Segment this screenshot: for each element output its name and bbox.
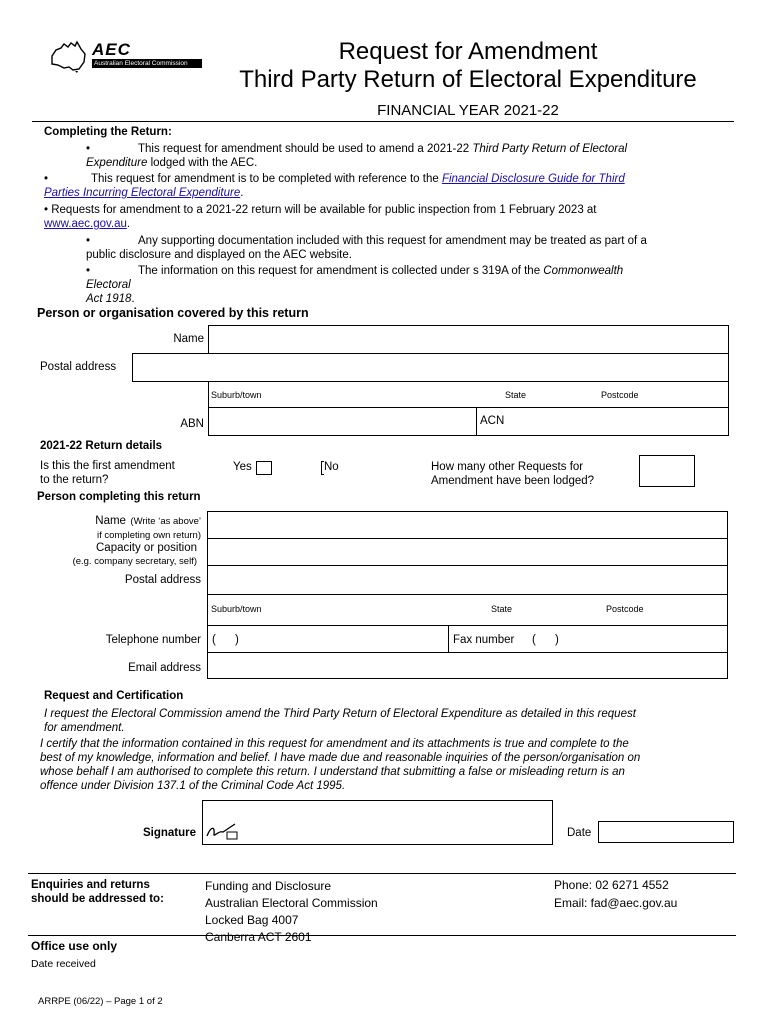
instruction-item-4-cont: public disclosure and displayed on the AEC website. <box>86 249 352 261</box>
instruction-item-5: • The information on this request for amendment is collected under s 319A of the Commonwealth Electoral Act 1918. <box>86 265 624 305</box>
instruction-item-4: • Any supporting documentation included with this request for amendment may be treated as part of a <box>86 235 647 247</box>
completer-postcode-label: Postcode <box>606 604 644 614</box>
completer-suburb-label: Suburb/town <box>211 604 262 614</box>
enquiries-email: Email: fad@aec.gov.au <box>554 896 678 910</box>
certification-heading: Request and Certification <box>44 690 184 702</box>
logo-name: AEC <box>92 40 131 59</box>
completer-postal-field[interactable] <box>207 565 728 595</box>
abn-label: ABN <box>180 418 204 430</box>
org-postal-field-line2[interactable] <box>208 381 729 408</box>
financial-year: FINANCIAL YEAR 2021-22 <box>377 102 559 119</box>
person-org-heading: Person or organisation covered by this return <box>37 306 309 320</box>
enquiries-label: Enquiries and returns should be addressed to: <box>31 879 164 905</box>
fax-label: Fax number <box>453 634 515 646</box>
person-completing-heading: Person completing this return <box>37 491 201 503</box>
disclosure-guide-link[interactable]: Financial Disclosure Guide for Third <box>441 173 625 185</box>
org-state-label: State <box>505 390 527 400</box>
acn-field[interactable] <box>476 407 729 436</box>
yes-checkbox[interactable] <box>256 461 272 475</box>
completer-postal-label: Postal address <box>124 574 201 586</box>
office-use-heading: Office use only <box>31 939 118 953</box>
page-footer: ARRPE (06/22) – Page 1 of 2 <box>38 996 163 1007</box>
org-suburb-label: Suburb/town <box>211 390 262 400</box>
request-paragraph: I request the Electoral Commission amend the Third Party Return of Electoral Expenditure as detailed in this request for amendment. <box>44 708 636 734</box>
completer-name-field[interactable] <box>207 511 728 539</box>
date-received-label: Date received <box>31 958 96 970</box>
acn-label: ACN <box>480 415 505 427</box>
completer-state-label: State <box>491 604 513 614</box>
completing-heading: Completing the Return: <box>44 126 172 138</box>
signature-label: Signature <box>142 827 196 839</box>
header-rule <box>32 121 734 122</box>
title-line-1: Request for Amendment <box>338 38 598 65</box>
org-postal-field[interactable] <box>132 353 729 382</box>
date-field[interactable] <box>598 821 734 843</box>
title-line-2: Third Party Return of Electoral Expenditure <box>239 66 697 93</box>
enquiries-rule-top <box>28 873 736 874</box>
email-label: Email address <box>128 662 201 674</box>
org-name-label: Name <box>173 333 204 345</box>
org-name-field[interactable] <box>208 325 729 354</box>
yes-label: Yes <box>233 461 252 473</box>
instruction-item-3: • Requests for amendment to a 2021-22 return will be available for public inspection from 1 February 2023 at www.aec.gov.au. <box>44 204 597 230</box>
capacity-label: Capacity or position (e.g. company secretary, self) <box>72 542 197 567</box>
abn-field[interactable] <box>208 407 477 436</box>
telephone-value: ( ) <box>212 634 239 646</box>
capacity-field[interactable] <box>207 538 728 566</box>
org-postcode-label: Postcode <box>601 390 639 400</box>
australia-map-icon <box>48 40 88 74</box>
fax-value: ( ) <box>532 634 559 646</box>
enquiries-rule-bottom <box>28 935 736 936</box>
no-label: No <box>324 461 339 473</box>
disclosure-guide-link-cont[interactable]: Parties Incurring Electoral Expenditure <box>44 187 241 199</box>
email-field[interactable] <box>207 652 728 679</box>
enquiries-address: Funding and Disclosure Australian Electoral Commission Locked Bag 4007 Canberra ACT 2601 <box>205 879 378 944</box>
logo-subtitle: Australian Electoral Commission <box>92 59 202 68</box>
telephone-field[interactable] <box>207 625 449 653</box>
signature-pen-icon <box>205 822 239 840</box>
enquiries-phone: Phone: 02 6271 4552 <box>554 878 669 892</box>
instruction-item-2: • This request for amendment is to be completed with reference to the Financial Disclosure Guide for Third Parties Incurring Electoral Expenditure. <box>44 173 625 199</box>
signature-field[interactable] <box>202 800 553 845</box>
org-postal-label: Postal address <box>40 361 117 373</box>
other-requests-question: How many other Requests for Amendment have been lodged? <box>431 461 595 487</box>
telephone-label: Telephone number <box>105 634 201 646</box>
completer-postal-field-line2[interactable] <box>207 594 728 626</box>
aec-website-link[interactable]: www.aec.gov.au <box>44 218 127 230</box>
certify-paragraph: I certify that the information contained in this request for amendment and its attachments is true and complete to the best of my knowledge, information and belief. I have made due and reasonable inquiries of the person/organisation on whose behalf I am authorised to complete this return. I understand that submitting a false or misleading return is an offence under Division 137.1 of the Criminal Code Act 1995. <box>40 738 641 792</box>
return-details-heading: 2021-22 Return details <box>40 440 163 452</box>
no-checkbox[interactable] <box>321 461 324 475</box>
other-requests-count-field[interactable] <box>639 455 695 487</box>
instruction-item-1: • This request for amendment should be used to amend a 2021-22 Third Party Return of Electoral Expenditure lodged with the AEC. <box>86 143 628 169</box>
first-amendment-question: Is this the first amendment to the return? <box>40 460 175 486</box>
date-label: Date <box>567 827 592 839</box>
aec-logo <box>48 40 198 74</box>
completer-name-label: Name (Write ‘as above’ if completing own return) <box>95 515 201 541</box>
